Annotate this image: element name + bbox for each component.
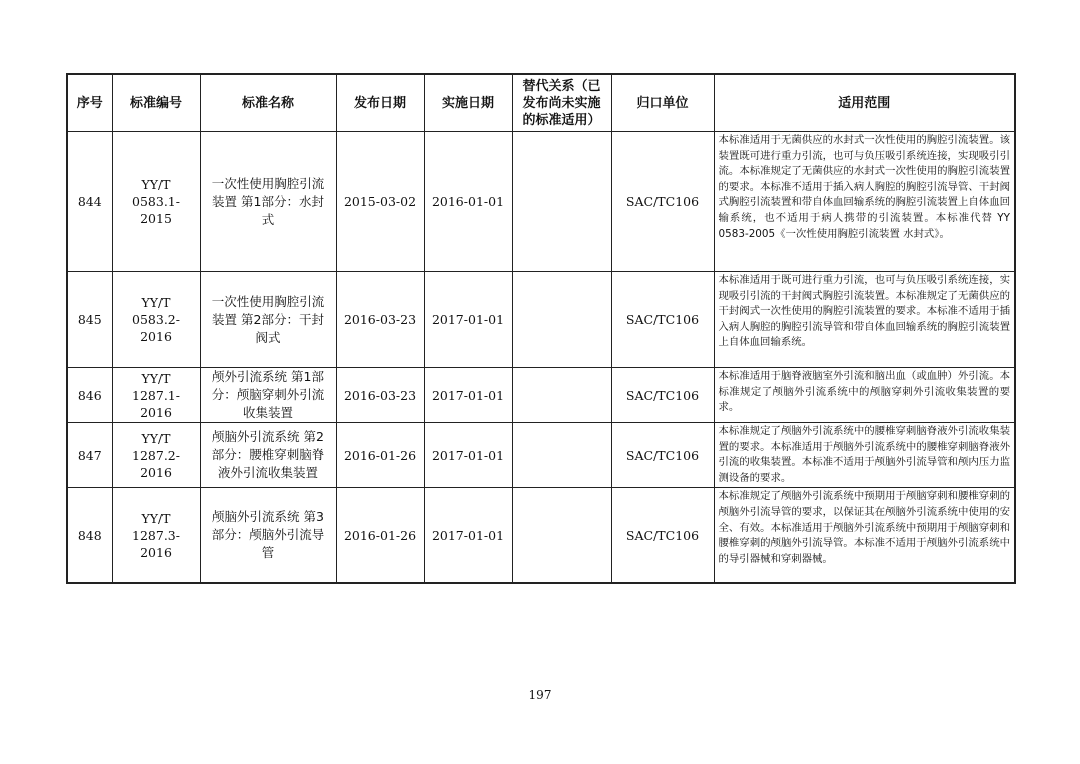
row-implement-date: 2017-01-01	[424, 272, 512, 368]
row-scope: 本标准适用于无菌供应的水封式一次性使用的胸腔引流装置。该装置既可进行重力引流，也可与负压吸引系统连接，实现吸引引流。本标准规定了无菌供应的水封式一次性使用的胸腔引流装置的要求。本标准不适用于插入病人胸腔的胸腔引流导管、干封阀式胸腔引流装置和带自体血回输系统的胸腔引流装置上自体血回输系统，也不适用于病人携带的引流装置。本标准代替 YY 0583-2005《一次性使用胸腔引流装置 水封式》。	[714, 132, 1015, 272]
row-unit: SAC/TC106	[611, 488, 714, 583]
row-unit: SAC/TC106	[611, 423, 714, 488]
row-publish-date: 2016-03-23	[336, 368, 424, 423]
row-seq: 846	[67, 368, 112, 423]
row-code: YY/T 0583.2-2016	[112, 272, 200, 368]
table-row	[67, 423, 1015, 488]
page-number: 197	[528, 688, 552, 702]
row-name: 颅脑外引流系统 第2部分：腰椎穿刺脑脊液外引流收集装置	[200, 423, 336, 488]
header-replace: 替代关系（已发布尚未实施的标准适用）	[512, 74, 611, 132]
row-scope: 本标准规定了颅脑外引流系统中的腰椎穿刺脑脊液外引流收集装置的要求。本标准适用于颅脑外引流系统中的腰椎穿刺脑脊液外引流的收集装置。本标准不适用于颅脑外引流导管和颅内压力监测设备的要求。	[714, 423, 1015, 488]
row-name: 颅外引流系统 第1部分：颅脑穿刺外引流收集装置	[200, 368, 336, 423]
row-implement-date: 2017-01-01	[424, 423, 512, 488]
header-unit: 归口单位	[611, 74, 714, 132]
row-seq: 844	[67, 132, 112, 272]
table-row	[67, 132, 1015, 272]
table-row	[67, 272, 1015, 368]
standards-table	[66, 73, 1016, 584]
row-unit: SAC/TC106	[611, 368, 714, 423]
row-name: 一次性使用胸腔引流装置 第1部分：水封式	[200, 132, 336, 272]
row-publish-date: 2015-03-02	[336, 132, 424, 272]
row-code: YY/T 1287.2-2016	[112, 423, 200, 488]
row-code: YY/T 0583.1-2015	[112, 132, 200, 272]
row-replace	[512, 368, 611, 423]
row-publish-date: 2016-01-26	[336, 423, 424, 488]
table-row	[67, 368, 1015, 423]
header-publish-date: 发布日期	[336, 74, 424, 132]
header-scope: 适用范围	[714, 74, 1015, 132]
header-code: 标准编号	[112, 74, 200, 132]
row-scope: 本标准规定了颅脑外引流系统中预期用于颅脑穿刺和腰椎穿刺的颅脑外引流导管的要求，以保证其在颅脑外引流系统中使用的安全、有效。本标准适用于颅脑外引流系统中预期用于颅脑穿刺和腰椎穿刺的颅脑外引流导管。本标准不适用于颅脑外引流系统中的导引器械和穿刺器械。	[714, 488, 1015, 583]
row-replace	[512, 488, 611, 583]
row-seq: 847	[67, 423, 112, 488]
row-publish-date: 2016-03-23	[336, 272, 424, 368]
table-row	[67, 488, 1015, 583]
row-seq: 848	[67, 488, 112, 583]
row-code: YY/T 1287.1-2016	[112, 368, 200, 423]
row-unit: SAC/TC106	[611, 272, 714, 368]
row-implement-date: 2017-01-01	[424, 488, 512, 583]
row-replace	[512, 423, 611, 488]
row-name: 颅脑外引流系统 第3部分：颅脑外引流导管	[200, 488, 336, 583]
header-implement-date: 实施日期	[424, 74, 512, 132]
table-header-row	[67, 74, 1015, 132]
row-replace	[512, 272, 611, 368]
row-scope: 本标准适用于既可进行重力引流，也可与负压吸引系统连接，实现吸引引流的干封阀式胸腔引流装置。本标准规定了无菌供应的干封阀式一次性使用的胸腔引流装置的要求。本标准不适用于插入病人胸腔的胸腔引流导管和带自体血回输系统的胸腔引流装置上自体血回输系统。	[714, 272, 1015, 368]
row-publish-date: 2016-01-26	[336, 488, 424, 583]
row-scope: 本标准适用于脑脊液脑室外引流和脑出血（或血肿）外引流。本标准规定了颅脑外引流系统中的颅脑穿刺外引流收集装置的要求。	[714, 368, 1015, 423]
row-replace	[512, 132, 611, 272]
row-name: 一次性使用胸腔引流装置 第2部分：干封阀式	[200, 272, 336, 368]
header-seq: 序号	[67, 74, 112, 132]
row-code: YY/T 1287.3-2016	[112, 488, 200, 583]
header-name: 标准名称	[200, 74, 336, 132]
row-implement-date: 2016-01-01	[424, 132, 512, 272]
row-seq: 845	[67, 272, 112, 368]
row-unit: SAC/TC106	[611, 132, 714, 272]
row-implement-date: 2017-01-01	[424, 368, 512, 423]
